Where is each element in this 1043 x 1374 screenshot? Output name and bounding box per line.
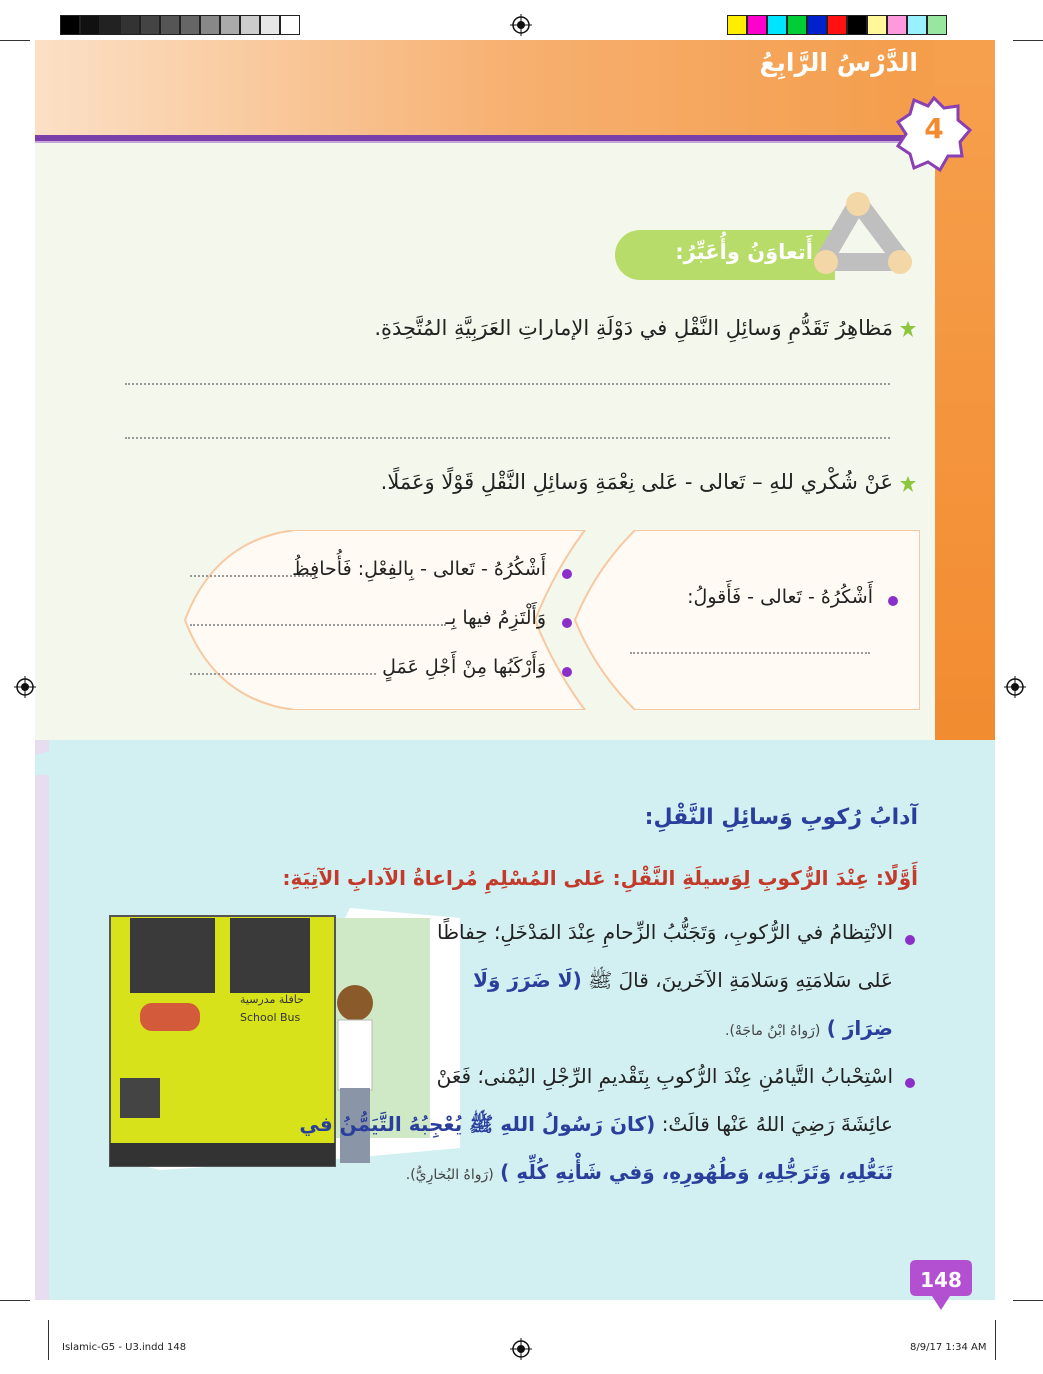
- manner1-hadith-end: ضِرَارَ ): [826, 1016, 893, 1040]
- registration-mark-bottom: [510, 1338, 532, 1360]
- registration-bar-gray: [60, 15, 300, 35]
- first-manners-heading: أَوَّلًا: عِنْدَ الرُّكوبِ لِوَسيلَةِ النَّقْلِ: عَلى المُسْلِمِ مُراعاةُ الآدابِ الآتِيَةِ:: [282, 866, 918, 890]
- bullet-manner-1: [905, 935, 915, 945]
- answer-line-say[interactable]: [630, 652, 870, 654]
- manner1-line1: الانْتِظامُ في الرُّكوبِ، وَتَجَنُّبُ الزِّحامِ عِنْدَ المَدْخَلِ؛ حِفاظًا: [437, 920, 893, 944]
- manner1-source: (رَواهُ ابْنُ ماجَهْ).: [725, 1023, 821, 1039]
- registration-mark-top: [510, 14, 532, 36]
- bus-sign-english: School Bus: [240, 1011, 301, 1024]
- section-wave-edge: [35, 735, 935, 775]
- manner1-hadith-start: (لَا ضَرَرَ وَلَا: [473, 968, 582, 992]
- thanks-deed3-text: وَأَرْكَبُها مِنْ أَجْلِ عَمَلٍ: [382, 656, 546, 678]
- question-gratitude: عَنْ شُكْري للهِ – تَعالى - عَلى نِعْمَةِ وَسائِلِ النَّقْلِ قَوْلًا وَعَمَلًا.: [380, 470, 893, 494]
- bus-sign-arabic: حافلة مدرسية: [240, 993, 304, 1006]
- star-bullet-icon: [900, 321, 916, 337]
- registration-mark-right: [1004, 676, 1026, 698]
- lesson-title: الدَّرْسُ الرَّابِعُ: [759, 48, 918, 77]
- manner1-line2-text: عَلى سَلامَتِهِ وَسَلامَةِ الآخَرينَ، قالَ ﷺ: [588, 968, 893, 992]
- crop-mark: [995, 1320, 996, 1360]
- thanks-deed2-text: وَأَلْتَزِمُ فيها بِـ: [445, 607, 546, 629]
- crop-mark: [1013, 40, 1043, 41]
- crop-mark: [0, 1300, 30, 1301]
- bullet-manner-2: [905, 1078, 915, 1088]
- manner2-line2: [299, 1112, 893, 1141]
- question-uae-transport: مَظاهِرُ تَقَدُّمِ وَسائِلِ النَّقْلِ في دَوْلَةِ الإماراتِ العَرَبِيَّةِ المُتَّحِدَةِ.: [374, 316, 893, 340]
- answer-line-2[interactable]: [125, 437, 890, 439]
- cooperation-hands-icon: [808, 192, 918, 282]
- bullet-deed2: [562, 618, 572, 628]
- bullet-deed1: [562, 569, 572, 579]
- manners-heading: آدابُ رُكوبِ وَسائِلِ النَّقْلِ:: [644, 805, 918, 830]
- crop-mark: [0, 40, 30, 41]
- star-bullet-icon: [900, 476, 916, 492]
- manner2-hadith-end: تَنَعُّلِهِ، وَتَرَجُّلِهِ، وَطُهُورِهِ، وَفي شَأْنِهِ كُلِّهِ ): [500, 1160, 893, 1184]
- manner2-line2-text: عائِشَةَ رَضِيَ اللهُ عَنْها قالَتْ:: [661, 1112, 893, 1136]
- slug-filename: Islamic-G5 - U3.indd 148: [62, 1342, 187, 1353]
- crop-mark: [48, 1320, 49, 1360]
- slug-date: 8/9/17 1:34 AM: [910, 1342, 987, 1353]
- answer-line-deed3[interactable]: [190, 673, 376, 675]
- thanks-deed1-text: أَشْكُرُهُ - تَعالى - بِالفِعْلِ: فَأُحافِظُ: [292, 558, 546, 580]
- lesson-number: 4: [924, 112, 944, 145]
- manner1-line3: [725, 1016, 893, 1040]
- registration-bar-color: [727, 15, 947, 35]
- answer-line-1[interactable]: [125, 383, 890, 385]
- activity-title: أَتعاوَنُ وأُعَبِّرُ:: [675, 240, 813, 264]
- manner1-line2: [473, 968, 893, 997]
- registration-mark-left: [14, 676, 36, 698]
- header-divider-thin: [35, 141, 935, 143]
- manner2-line1: اسْتِحْبابُ التَّيامُنِ عِنْدَ الرُّكوبِ بِتَقْديمِ الرِّجْلِ اليُمْنى؛ فَعَنْ: [436, 1064, 893, 1088]
- manner2-hadith-start: (كانَ رَسُولُ اللهِ ﷺ يُعْجِبُهُ التَّيَمُّنُ في: [299, 1112, 656, 1136]
- thanks-say-text: أَشْكُرُهُ - تَعالى - فَأَقولُ:: [687, 586, 873, 608]
- manner2-line3: [406, 1160, 893, 1184]
- page-number: 148: [920, 1268, 962, 1292]
- left-margin-strip: [35, 740, 49, 1300]
- bullet-deed3: [562, 667, 572, 677]
- bullet-say: [888, 596, 898, 606]
- crop-mark: [1013, 1300, 1043, 1301]
- answer-line-deed2[interactable]: [190, 624, 446, 626]
- manner2-source: (رَواهُ البُخارِيُّ).: [405, 1167, 494, 1183]
- answer-line-deed1[interactable]: [190, 575, 316, 577]
